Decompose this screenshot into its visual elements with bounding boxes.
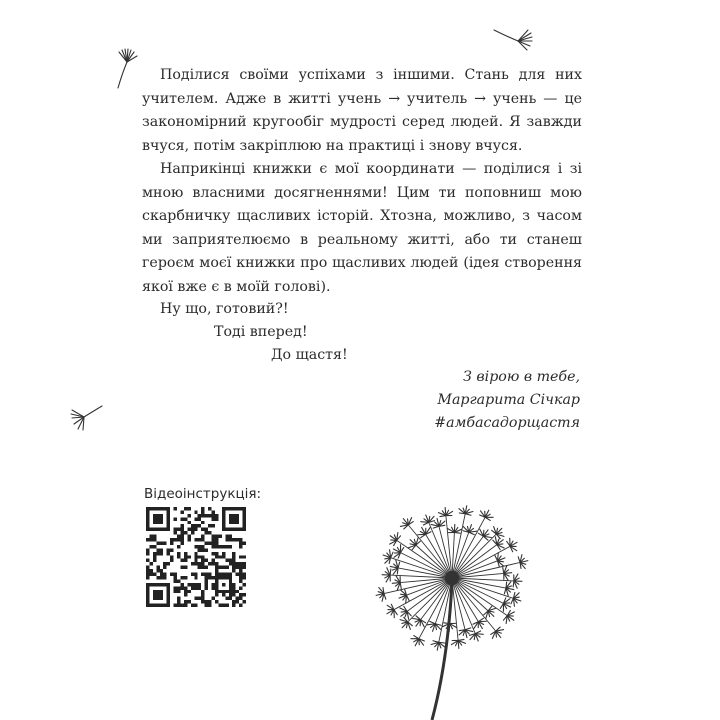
callout-line-1: Ну що, готовий?! <box>160 301 289 317</box>
callout-line-2: Тоді вперед! <box>214 324 308 340</box>
video-label: Відеоінструкція: <box>144 486 262 502</box>
paragraph-1: Поділися своїми успіхами з іншими. Стань для них учителем. Адже в житті учень → учитель → учень — це закономірний кругообіг мудрості серед людей. Я завжди вчуся, потім закріплюю на практиці і знову вчуся. <box>142 67 582 154</box>
qr-code-icon[interactable] <box>146 507 246 607</box>
signature-author: Маргарита Січкар <box>437 392 580 408</box>
paragraph-2: Наприкінці книжки є мої координати — поділися і зі мною власними досягненнями! Цим ти поповниш мою скарбничку щасливих історій. Хтозна, можливо, з часом ми заприятелюємо в реальному житті, або ти станеш героєм моєї книжки про щасливих людей (ідея створення якої вже є в моїй голові). <box>142 161 582 295</box>
dandelion-seed-icon <box>112 48 140 90</box>
signature-greeting: З вірою в тебе, <box>463 369 580 385</box>
callout-line-3: До щастя! <box>271 347 348 363</box>
dandelion-icon <box>340 490 560 720</box>
body-text <box>142 64 582 299</box>
dandelion-seed-icon <box>70 402 104 432</box>
signature <box>434 366 580 435</box>
signature-hashtag: #амбасадорщастя <box>434 415 580 431</box>
dandelion-seed-icon <box>492 24 534 52</box>
